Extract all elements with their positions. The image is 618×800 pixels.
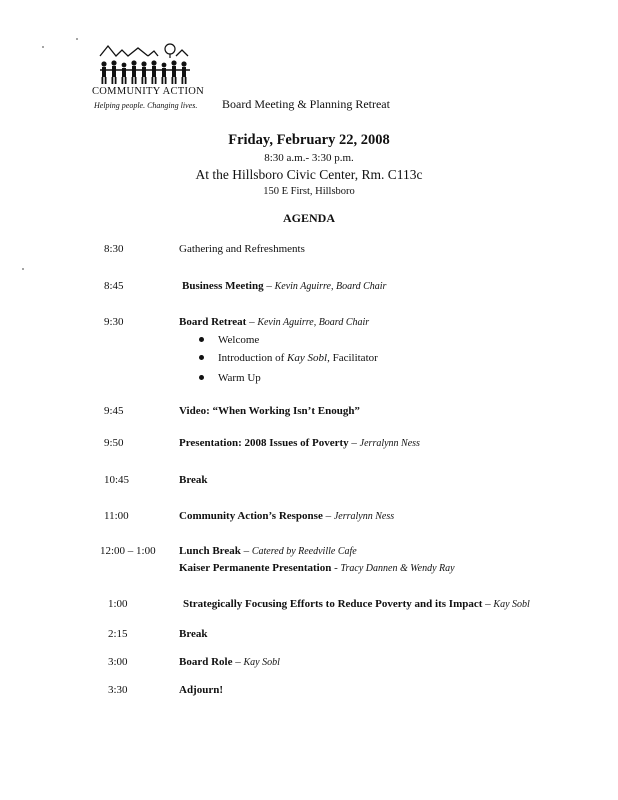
agenda-title: Strategically Focusing Efforts to Reduce Poverty and its Impact – Kay Sobl [183,598,530,610]
bullet-icon [199,337,204,342]
bullet-icon [199,375,204,380]
agenda-title: Adjourn! [179,684,224,696]
logo-tagline: Helping people. Changing lives. [94,101,198,110]
meeting-date: Friday, February 22, 2008 [228,132,390,148]
meeting-time: 8:30 a.m.- 3:30 p.m. [264,152,354,164]
agenda-presenter: Jerralynn Ness [333,511,395,522]
sub-item-warm-up: Warm Up [199,372,261,384]
agenda-title: Community Action’s Response – Jerralynn Ness [179,510,395,522]
agenda-time: 9:45 [104,405,124,417]
sub-item-welcome: Welcome [199,334,259,346]
scan-speck [76,38,78,40]
agenda-title: Break [179,628,208,640]
agenda-title: Board Role – Kay Sobl [179,656,280,668]
agenda-presenter: Kay Sobl [493,599,530,610]
scan-speck [22,268,24,270]
agenda-time: 2:15 [108,628,128,640]
agenda-title: Kaiser Permanente Presentation - Tracy Dannen & Wendy Ray [179,562,455,574]
agenda-time: 10:45 [104,474,130,486]
agenda-title: Break [179,474,208,486]
agenda-time: 12:00 – 1:00 [100,545,156,557]
agenda-time: 1:00 [108,598,128,610]
agenda-presenter: Catered by Reedville Cafe [251,546,357,557]
agenda-time: 8:30 [104,243,124,255]
agenda-presenter: Tracy Dannen & Wendy Ray [340,563,455,574]
agenda-title: Video: “When Working Isn’t Enough” [179,405,360,417]
sub-item-introduction: Introduction of Kay Sobl, Facilitator [199,352,378,364]
agenda-time: 9:50 [104,437,124,449]
meeting-title: Board Meeting & Planning Retreat [222,97,390,111]
logo-name: COMMUNITY ACTION [92,86,205,97]
meeting-venue: At the Hillsboro Civic Center, Rm. C113c [195,167,423,182]
agenda-time: 3:30 [108,684,128,696]
agenda-presenter: Kevin Aguirre, Board Chair [257,317,370,328]
agenda-presenter: Jerralynn Ness [359,438,420,449]
scan-speck [42,46,44,48]
agenda-presenter: Kevin Aguirre, Board Chair [274,281,387,292]
agenda-time: 3:00 [108,656,128,668]
agenda-heading: AGENDA [282,211,335,225]
agenda-time: 9:30 [104,316,124,328]
agenda-title: Gathering and Refreshments [179,243,305,255]
agenda-title: Board Retreat – Kevin Aguirre, Board Chair [179,316,370,328]
bullet-icon [199,355,204,360]
agenda-presenter: Kay Sobl [243,657,280,668]
agenda-title: Presentation: 2008 Issues of Poverty – Jerralynn Ness [179,437,420,449]
agenda-time: 11:00 [104,510,129,522]
meeting-address: 150 E First, Hillsboro [263,186,355,197]
agenda-title: Business Meeting – Kevin Aguirre, Board Chair [182,280,387,292]
agenda-time: 8:45 [104,280,124,292]
agenda-title: Lunch Break – Catered by Reedville Cafe [179,545,357,557]
